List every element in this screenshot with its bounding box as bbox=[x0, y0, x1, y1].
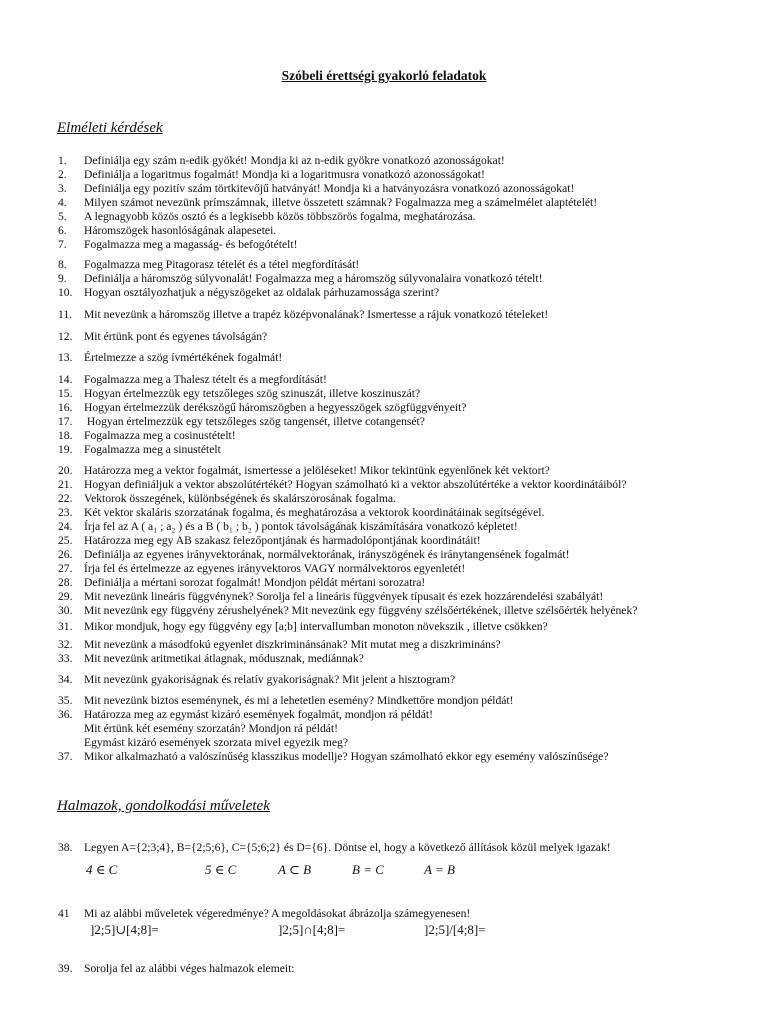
question-number: 35. bbox=[58, 694, 73, 707]
question-item bbox=[48, 272, 542, 286]
question-number: 23. bbox=[58, 506, 73, 519]
section-heading-theory: Elméleti kérdések bbox=[57, 120, 163, 136]
question-number: 9. bbox=[58, 272, 67, 285]
question-number: 24. bbox=[58, 520, 73, 533]
question-text: Mi az alábbi műveletek végeredménye? A megoldásokat ábrázolja számegyenesen! bbox=[84, 907, 471, 920]
question-text: Mit nevezünk lineáris függvénynek? Sorolja fel a lineáris függvények típusait és ezek hozzárendelési szabályát! bbox=[84, 590, 604, 603]
question-item bbox=[48, 464, 550, 478]
question-item bbox=[48, 520, 518, 534]
question-number: 32. bbox=[58, 638, 73, 651]
question-item bbox=[48, 962, 295, 976]
question-text: Határozza meg egy AB szakasz felezőpontjának és harmadolópontjának koordinátáit! bbox=[84, 534, 481, 547]
question-item bbox=[48, 478, 626, 492]
question-text: Definiálja az egyenes irányvektorának, normálvektorának, irányszögének és iránytangensének fogalmát! bbox=[84, 548, 570, 561]
question-number: 8. bbox=[58, 258, 67, 271]
question-item bbox=[48, 604, 637, 618]
question-text: Mit nevezünk a másodfokú egyenlet diszkriminánsának? Mit mutat meg a diszkrimináns? bbox=[84, 638, 501, 651]
question-number: 11. bbox=[58, 308, 73, 321]
question-number: 14. bbox=[58, 373, 73, 386]
question-item bbox=[48, 708, 433, 722]
question-item bbox=[48, 548, 569, 562]
question-item bbox=[48, 351, 282, 365]
question-number: 16. bbox=[58, 401, 73, 414]
question-text: Mikor alkalmazható a valószínűség klasszikus modellje? Hogyan számolható ekkor egy esemény valószínűsége? bbox=[84, 750, 609, 763]
question-number: 19. bbox=[58, 443, 73, 456]
question-text: Mit nevezünk egy függvény zérushelyének? Mit nevezünk egy függvény szélsőértékének, illetve szélsőérték helyének? bbox=[84, 604, 638, 617]
question-text: Határozza meg az egymást kizáró események fogalmát, mondjon rá példát! bbox=[84, 708, 433, 721]
question-item bbox=[48, 841, 611, 855]
question-number: 25. bbox=[58, 534, 73, 547]
question-number: 21. bbox=[58, 478, 73, 491]
question-text: Fogalmazza meg a Thalesz tételt és a megfordítását! bbox=[84, 373, 327, 386]
question-number: 15. bbox=[58, 387, 73, 400]
question-text: Definiálja a mértani sorozat fogalmát! Mondjon példát mértani sorozatra! bbox=[84, 576, 426, 589]
question-text: Mit nevezünk gyakoriságnak és relatív gyakoriságnak? Mit jelent a hisztogram? bbox=[84, 673, 456, 686]
question-item bbox=[48, 238, 297, 252]
statement: 4 ∈ C bbox=[86, 862, 118, 877]
question-text: Legyen A={2;3;4}, B={2;5;6}, C={5;6;2} és D={6}. Döntse el, hogy a következő állítások közül melyek igazak! bbox=[84, 841, 611, 854]
question-item bbox=[48, 736, 348, 750]
question-number: 10. bbox=[58, 286, 73, 299]
set-operation: ]2;5]/[4;8]= bbox=[424, 922, 486, 937]
question-item bbox=[48, 590, 603, 604]
question-number: 4. bbox=[58, 196, 67, 209]
question-text: Hogyan értelmezzük egy tetszőleges szög tangensét, illetve cotangensét? bbox=[84, 415, 425, 428]
question-number: 31. bbox=[58, 620, 73, 633]
statement: A ⊂ B bbox=[278, 862, 312, 877]
page-title: Szóbeli érettségi gyakorló feladatok bbox=[281, 68, 487, 83]
question-number: 39. bbox=[58, 962, 73, 975]
question-text: Írja fel és értelmezze az egyenes irányvektoros VAGY normálvektoros egyenletét! bbox=[84, 562, 466, 575]
question-number: 12. bbox=[58, 330, 73, 343]
statement: A = B bbox=[424, 862, 455, 877]
question-text: Sorolja fel az alábbi véges halmazok elemeit: bbox=[84, 962, 295, 975]
question-text: Mikor mondjuk, hogy egy függvény egy [a;b] intervallumban monoton növekszik , illetve csökken? bbox=[84, 620, 548, 633]
question-item bbox=[48, 673, 455, 687]
question-number: 3. bbox=[58, 182, 67, 195]
question-item bbox=[48, 576, 425, 590]
question-item bbox=[48, 168, 485, 182]
question-number: 34. bbox=[58, 673, 73, 686]
question-number: 18. bbox=[58, 429, 73, 442]
question-number: 30. bbox=[58, 604, 73, 617]
question-item bbox=[48, 286, 439, 300]
question-number: 26. bbox=[58, 548, 73, 561]
question-number: 1. bbox=[58, 154, 67, 167]
question-number: 13. bbox=[58, 351, 73, 364]
question-text: Mit értünk pont és egyenes távolságán? bbox=[84, 330, 268, 343]
question-text: Hogyan értelmezzük derékszögű háromszögben a hegyesszögek szögfüggvényeit? bbox=[84, 401, 467, 414]
question-number: 33. bbox=[58, 652, 73, 665]
question-text: Fogalmazza meg Pitagorasz tételét és a tétel megfordítását! bbox=[84, 258, 360, 271]
question-text: Mit nevezünk aritmetikai átlagnak, módusznak, mediánnak? bbox=[84, 652, 364, 665]
question-item bbox=[48, 534, 481, 548]
question-item bbox=[48, 907, 470, 921]
question-text: A legnagyobb közös osztó és a legkisebb közös többszörös fogalma, meghatározása. bbox=[84, 210, 476, 223]
question-text: Írja fel az A ( a₁ ; a₂ ) és a B ( b₁ ; b₂ ) pontok távolságának kiszámítására vonatkozó képletet! bbox=[84, 520, 518, 533]
question-item bbox=[48, 750, 608, 764]
question-text: Háromszögek hasonlóságának alapesetei. bbox=[84, 224, 277, 237]
question-text: Értelmezze a szög ívmértékének fogalmát! bbox=[84, 351, 283, 364]
question-number: 7. bbox=[58, 238, 67, 251]
set-operation: ]2;5]∩[4;8]= bbox=[278, 922, 346, 937]
question-number: 41 bbox=[58, 907, 70, 920]
question-text: Mit nevezünk a háromszög illetve a trapéz középvonalának? Ismertesse a rájuk vonatkozó tételeket! bbox=[84, 308, 549, 321]
section-heading-sets: Halmazok, gondolkodási műveletek bbox=[57, 798, 270, 814]
statement: 5 ∈ C bbox=[205, 862, 237, 877]
question-item bbox=[48, 694, 513, 708]
question-text: Hogyan definiáljuk a vektor abszolútértékét? Hogyan számolható ki a vektor abszolútértéke a vektor koordinátáiból? bbox=[84, 478, 627, 491]
question-text: Hogyan értelmezzük egy tetszőleges szög szinuszát, illetve koszinuszát? bbox=[84, 387, 421, 400]
question-number: 6. bbox=[58, 224, 67, 237]
question-item bbox=[48, 562, 465, 576]
question-item bbox=[48, 722, 338, 736]
statement: B = C bbox=[352, 862, 384, 877]
question-item bbox=[48, 308, 548, 322]
question-item bbox=[48, 330, 267, 344]
question-item bbox=[48, 443, 221, 457]
question-number: 36. bbox=[58, 708, 73, 721]
question-item bbox=[48, 224, 276, 238]
question-text: Definiálja a háromszög súlyvonalát! Fogalmazza meg a háromszög súlyvonalaira vonatkozó tételt! bbox=[84, 272, 543, 285]
question-number: 27. bbox=[58, 562, 73, 575]
question-number: 29. bbox=[58, 590, 73, 603]
question-text: Definiálja egy szám n-edik gyökét! Mondja ki az n-edik gyökre vonatkozó azonosságokat! bbox=[84, 154, 505, 167]
question-item bbox=[48, 373, 327, 387]
question-item bbox=[48, 429, 236, 443]
question-item bbox=[48, 154, 505, 168]
question-item bbox=[48, 401, 466, 415]
question-item bbox=[48, 492, 396, 506]
question-item bbox=[48, 387, 420, 401]
question-text: Mit nevezünk biztos eseménynek, és mi a lehetetlen esemény? Mindkettőre mondjon példát! bbox=[84, 694, 514, 707]
question-text: Határozza meg a vektor fogalmát, ismertesse a jelöléseket! Mikor tekintünk egyenlőnek két vektort? bbox=[84, 464, 550, 477]
question-text: Definiálja egy pozitív szám törtkitevőjű hatványát! Mondja ki a hatványozásra vonatkozó azonosságokat! bbox=[84, 182, 575, 195]
question-text: Fogalmazza meg a magasság- és befogótételt! bbox=[84, 238, 298, 251]
question-text: Fogalmazza meg a sinustételt bbox=[84, 443, 221, 456]
question-number: 22. bbox=[58, 492, 73, 505]
question-text: Fogalmazza meg a cosinustételt! bbox=[84, 429, 236, 442]
question-item bbox=[48, 210, 476, 224]
question-item bbox=[48, 415, 425, 429]
question-text: Vektorok összegének, különbségének és skalárszorosának fogalma. bbox=[84, 492, 396, 505]
question-number: 37. bbox=[58, 750, 73, 763]
question-text: Hogyan osztályozhatjuk a négyszögeket az oldalak párhuzamossága szerint? bbox=[84, 286, 440, 299]
question-text: Definiálja a logaritmus fogalmát! Mondja ki a logaritmusra vonatkozó azonosságokat! bbox=[84, 168, 485, 181]
question-item bbox=[48, 182, 574, 196]
question-text: Milyen számot nevezünk prímszámnak, illetve összetett számnak? Fogalmazza meg a számelmélet alaptételét! bbox=[84, 196, 598, 209]
question-number: 2. bbox=[58, 168, 67, 181]
question-item bbox=[48, 638, 501, 652]
question-number: 28. bbox=[58, 576, 73, 589]
question-number: 20. bbox=[58, 464, 73, 477]
set-operation: ]2;5]∪[4;8]= bbox=[90, 922, 159, 937]
question-text: Két vektor skaláris szorzatának fogalma, és meghatározása a vektorok koordinátáinak segítségével. bbox=[84, 506, 545, 519]
question-item bbox=[48, 620, 548, 634]
question-item bbox=[48, 196, 597, 210]
question-text: Mit értünk két esemény szorzatán? Mondjon rá példát! bbox=[84, 722, 339, 735]
question-item bbox=[48, 506, 544, 520]
question-item bbox=[48, 652, 364, 666]
question-item bbox=[48, 258, 359, 272]
question-number: 38. bbox=[58, 841, 73, 854]
question-number: 5. bbox=[58, 210, 67, 223]
question-text: Egymást kizáró események szorzata mivel egyezik meg? bbox=[84, 736, 348, 749]
question-number: 17. bbox=[58, 415, 73, 428]
